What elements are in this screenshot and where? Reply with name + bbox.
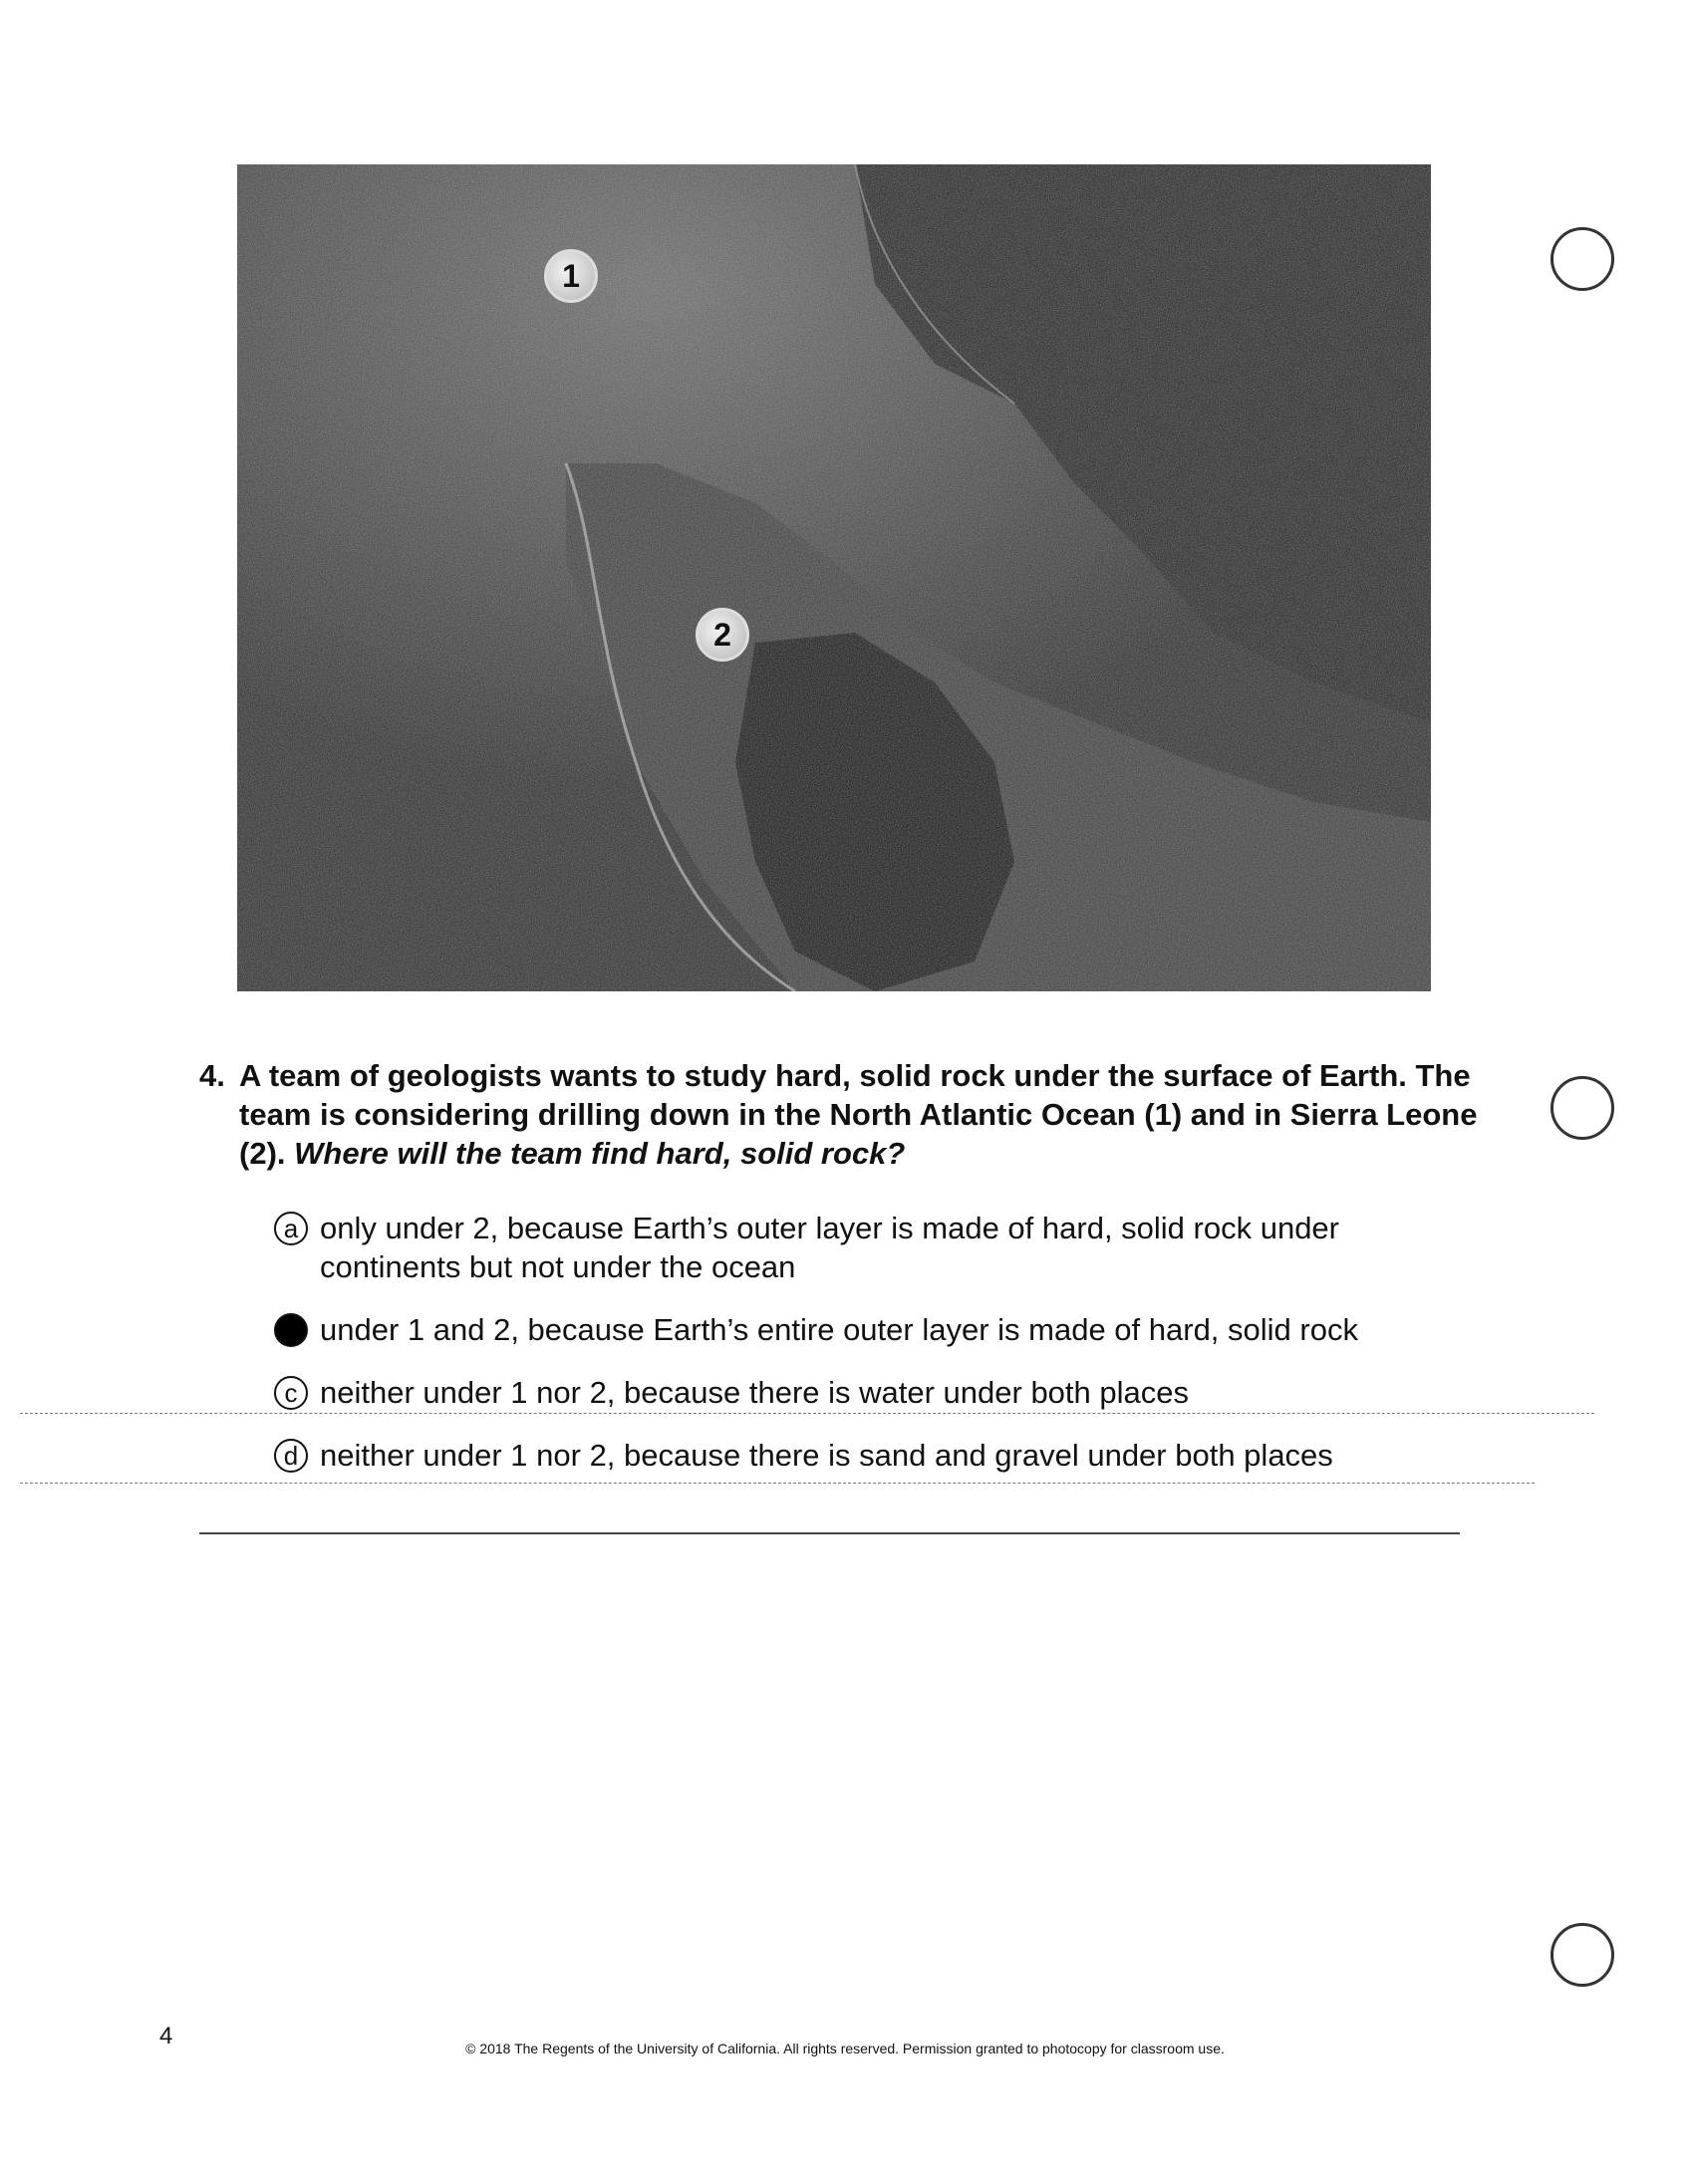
- satellite-photo: [237, 164, 1431, 991]
- answer-option-d[interactable]: [274, 1436, 1470, 1475]
- divider-line: [20, 1483, 1535, 1484]
- answer-text-d: neither under 1 nor 2, because there is sand and gravel under both places: [320, 1438, 1333, 1473]
- location-marker-2: 2: [696, 608, 749, 662]
- divider-line: [20, 1413, 1594, 1414]
- satellite-image: [237, 164, 1431, 991]
- question-stem-text: A team of geologists wants to study hard, solid rock under the surface of Earth. The team is considering drilling down in the North Atlantic Ocean (1) and in Sierra Leone (2).: [239, 1058, 1478, 1171]
- divider-line: [199, 1532, 1460, 1534]
- binder-hole-middle: [1550, 1076, 1614, 1140]
- answer-text-b: under 1 and 2, because Earth’s entire outer layer is made of hard, solid rock: [320, 1312, 1358, 1347]
- answer-options: [274, 1209, 1470, 1499]
- answer-bubble-c[interactable]: c: [274, 1376, 308, 1410]
- binder-hole-bottom: [1550, 1923, 1614, 1987]
- answer-bubble-d[interactable]: d: [274, 1439, 308, 1473]
- copyright-notice: © 2018 The Regents of the University of California. All rights reserved. Permission granted to photocopy for classroom use.: [465, 2041, 1225, 2056]
- answer-text-a: only under 2, because Earth’s outer layer is made of hard, solid rock under continents but not under the ocean: [320, 1211, 1339, 1284]
- answer-bubble-a[interactable]: a: [274, 1212, 308, 1245]
- question-stem: [239, 1056, 1495, 1173]
- answer-text-c: neither under 1 nor 2, because there is water under both places: [320, 1375, 1189, 1410]
- answer-option-c[interactable]: [274, 1373, 1470, 1412]
- question-number: 4.: [199, 1058, 225, 1093]
- location-marker-1: 1: [544, 249, 598, 303]
- page-number: 4: [159, 2023, 173, 2049]
- binder-hole-top: [1550, 227, 1614, 291]
- question-prompt: Where will the team find hard, solid rock?: [294, 1136, 906, 1171]
- answer-option-b[interactable]: [274, 1310, 1470, 1349]
- question-4: [199, 1056, 1495, 1173]
- answer-bubble-b-filled[interactable]: [274, 1313, 308, 1347]
- answer-option-a[interactable]: [274, 1209, 1470, 1286]
